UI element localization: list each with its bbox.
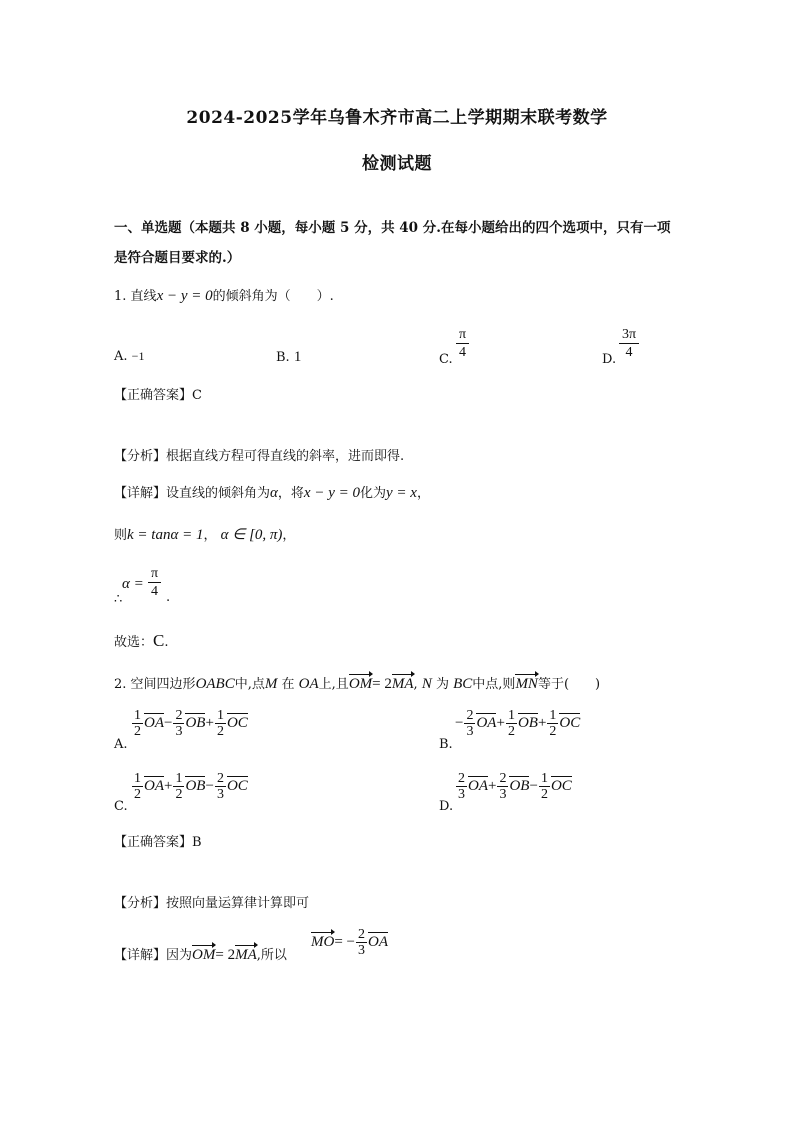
q2-a-frac2: [173, 708, 184, 739]
q1-option-d-num: 3π: [619, 326, 639, 344]
q2-d-frac1-num: 2: [458, 771, 465, 786]
q2-a-op1: −: [164, 714, 173, 731]
q2-c-frac2-den: 2: [175, 787, 183, 802]
q1-number: 1.: [114, 289, 127, 304]
q2-c-frac1-den: 2: [134, 787, 141, 802]
q2-a-vec-ob: OB: [185, 712, 205, 732]
q2-c-vec-ob: OB: [185, 775, 205, 795]
q2-option-b-label: B.: [439, 737, 453, 752]
q2-b-frac1: [464, 708, 475, 739]
q1-detail-choose-val: C: [153, 631, 165, 650]
q2-t2: 中,点: [234, 677, 265, 692]
q2-a-frac2-den: 3: [175, 724, 183, 739]
q1-detail-label: 【详解】: [114, 486, 167, 501]
q2-c-frac1-num: 1: [134, 771, 141, 786]
q2-vec-ma: MA: [392, 673, 414, 693]
q2-t7: 中点,则: [472, 677, 516, 692]
q2-d-frac2-num: 2: [499, 771, 507, 786]
q1-detail-range: α ∈ [0, π): [220, 527, 283, 543]
q2-a-frac1: [132, 708, 143, 739]
q2-a-vec-oc: OC: [227, 712, 248, 732]
q1-option-a-value: −1: [131, 349, 145, 363]
q2-option-c-expr: [131, 771, 248, 802]
q2-c-op1: +: [164, 777, 173, 794]
q2-d-vec-oc: OC: [551, 775, 572, 795]
q1-detail-line2: [114, 524, 295, 544]
q2-t1: 空间四边形: [130, 677, 196, 692]
q2-d-vec-ob: OB: [509, 775, 529, 795]
q1-option-c-label: C.: [439, 352, 453, 367]
q1-detail-fraction: [148, 565, 161, 600]
q2-oa: OA: [298, 676, 319, 692]
q2-a-vec-oa: OA: [144, 712, 164, 732]
q2-n: N: [421, 676, 432, 692]
q2-d-frac3: [539, 771, 550, 802]
q2-a-frac2-num: 2: [175, 708, 183, 723]
q2-c-frac3-den: 3: [216, 787, 224, 802]
q2-vec-mn: MN: [515, 673, 538, 693]
q2-a-frac3: [215, 708, 226, 739]
q2-t5: ,: [413, 677, 418, 692]
section-header-line2: 是符合题目要求的.）: [114, 250, 241, 266]
q1-detail-frac-den: 4: [151, 584, 159, 599]
q2-detail-t2: ,所以: [256, 948, 287, 963]
q2-detail-frac-den: 3: [358, 943, 365, 958]
q2-detail-frac-num: 2: [358, 927, 365, 942]
q2-d-frac1: [456, 771, 467, 802]
doc-title-line1: 2024-2025学年乌鲁木齐市高二上学期期末联考数学: [186, 108, 608, 128]
q2-answer: 【正确答案】B: [114, 835, 202, 850]
q2-vec-om: OM: [349, 673, 372, 693]
q2-t4: 上,且: [318, 677, 349, 692]
doc-title-line2: 检测试题: [362, 154, 432, 174]
q2-c-frac1: [132, 771, 143, 802]
q2-d-op2: −: [529, 777, 538, 794]
q1-detail-choose-label: 故选：: [114, 635, 154, 650]
q2-a-frac3-den: 2: [216, 724, 224, 739]
q2-d-frac1-den: 3: [458, 787, 465, 802]
q1-detail-choose: [114, 631, 169, 651]
q2-b-frac1-den: 3: [466, 724, 474, 739]
q2-d-frac2-den: 3: [499, 787, 507, 802]
q2-detail-frac: [356, 927, 367, 958]
q1-detail-choose-end: .: [164, 635, 169, 650]
q2-m: M: [264, 676, 278, 692]
q2-b-op1: +: [496, 714, 505, 731]
q2-b-frac3-den: 2: [549, 724, 557, 739]
q2-option-b-expr: [455, 708, 580, 739]
q1-detail-eq1: x − y = 0: [303, 485, 360, 501]
q1-detail-alpha-eq: α =: [122, 576, 144, 592]
q2-d-frac3-num: 1: [540, 771, 548, 786]
q2-c-frac2-num: 1: [175, 771, 183, 786]
q1-detail-therefore: ∴: [114, 592, 123, 607]
q1-stem: [114, 285, 334, 305]
q1-detail-t3: 化为: [359, 486, 386, 501]
q1-option-b: [276, 349, 301, 366]
q1-option-d-fraction: [619, 326, 639, 361]
q2-b-frac3-num: 1: [549, 708, 557, 723]
q2-b-op2: +: [537, 714, 547, 731]
q1-option-a: [114, 349, 144, 364]
q2-detail-vec-mo: MO: [311, 931, 334, 951]
q2-a-frac3-num: 1: [216, 708, 224, 723]
q2-detail-eq: = 2: [215, 947, 236, 963]
q1-detail-comma2: ，: [282, 528, 296, 543]
q1-detail-eq2: y = x: [386, 485, 417, 501]
q2-b-frac2-den: 2: [507, 724, 515, 739]
q2-c-op2: −: [205, 777, 214, 794]
q1-detail-t1: 设直线的倾斜角为: [166, 486, 271, 501]
q2-analysis: 【分析】按照向量运算律计算即可: [114, 896, 310, 911]
q2-c-vec-oa: OA: [144, 775, 164, 795]
q1-expr: x − y = 0: [156, 288, 213, 304]
q1-detail-k-expr: k = tanα = 1: [127, 527, 204, 543]
q2-option-d-expr: [455, 771, 572, 802]
q1-detail-comma: ，: [203, 528, 217, 543]
q1-option-d-label: D.: [602, 352, 617, 367]
q2-detail-vec-oa: OA: [368, 931, 388, 951]
q1-detail-then: 则: [114, 528, 128, 543]
q2-a-frac1-den: 2: [134, 724, 141, 739]
q2-d-vec-oa: OA: [468, 775, 488, 795]
q2-option-d-label: D.: [439, 799, 454, 814]
q2-detail-t1: 因为: [166, 948, 193, 963]
q2-b-frac1-num: 2: [466, 708, 474, 723]
section-header-line1: 一、单选题（本题共 8 小题，每小题 5 分，共 40 分.在每小题给出的四个选项中，只有一项: [114, 220, 671, 236]
q1-pre: 直线: [130, 289, 157, 304]
q2-d-op1: +: [488, 777, 497, 794]
q2-option-c-label: C.: [114, 799, 128, 814]
q2-c-vec-oc: OC: [227, 775, 248, 795]
q2-c-frac3: [215, 771, 226, 802]
q2-a-frac1-num: 1: [134, 708, 141, 723]
q1-option-d-den: 4: [625, 345, 633, 360]
q1-option-c-num: π: [456, 326, 469, 344]
q1-option-c-den: 4: [459, 345, 467, 360]
q1-post: 的倾斜角为（ ）.: [212, 289, 334, 304]
q2-detail-label: 【详解】: [114, 948, 167, 963]
q2-b-vec-oa: OA: [476, 712, 496, 732]
q1-detail-period: .: [166, 590, 171, 605]
q1-detail-t4: ，: [416, 486, 430, 501]
q2-oabc: OABC: [195, 676, 235, 692]
q2-option-a-expr: [131, 708, 248, 739]
q1-detail-alpha: α: [270, 485, 278, 501]
q2-t6: 为: [435, 677, 449, 692]
q2-detail-eq2: = −: [334, 933, 355, 950]
q1-option-c-fraction: [456, 326, 469, 361]
q2-bc: BC: [453, 676, 473, 692]
q1-option-b-label: B.: [276, 350, 290, 365]
q2-detail-expr2: [311, 927, 388, 958]
q2-eq: = 2: [372, 676, 392, 692]
q1-option-b-value: 1: [293, 349, 302, 365]
q2-detail-line: [114, 944, 287, 964]
q1-answer: 【正确答案】C: [114, 388, 202, 403]
q2-b-vec-oc: OC: [559, 712, 580, 732]
q2-detail-vec-ma: MA: [235, 944, 257, 964]
q2-number: 2.: [114, 677, 127, 692]
q2-d-frac3-den: 2: [540, 787, 548, 802]
q2-c-frac3-num: 2: [216, 771, 224, 786]
q2-b-op0: −: [455, 714, 464, 731]
q2-a-op2: +: [205, 714, 214, 731]
q1-option-a-label: A.: [114, 349, 128, 364]
q2-detail-vec-om: OM: [192, 944, 215, 964]
q2-c-frac2: [173, 771, 184, 802]
q1-detail-t2: ，将: [277, 486, 304, 501]
q2-d-frac2: [497, 771, 508, 802]
q2-b-frac2-num: 1: [507, 708, 515, 723]
q2-t8: 等于( ): [537, 677, 601, 692]
q2-t3: 在: [281, 677, 295, 692]
q2-b-frac3: [547, 708, 558, 739]
q2-b-frac2: [506, 708, 517, 739]
q1-detail-line1: [114, 482, 430, 502]
q1-analysis: 【分析】根据直线方程可得直线的斜率，进而即得.: [114, 449, 405, 464]
q2-stem: [114, 673, 600, 693]
q1-detail-frac-num: π: [148, 565, 161, 583]
q2-option-a-label: A.: [114, 737, 128, 752]
q2-b-vec-ob: OB: [518, 712, 538, 732]
